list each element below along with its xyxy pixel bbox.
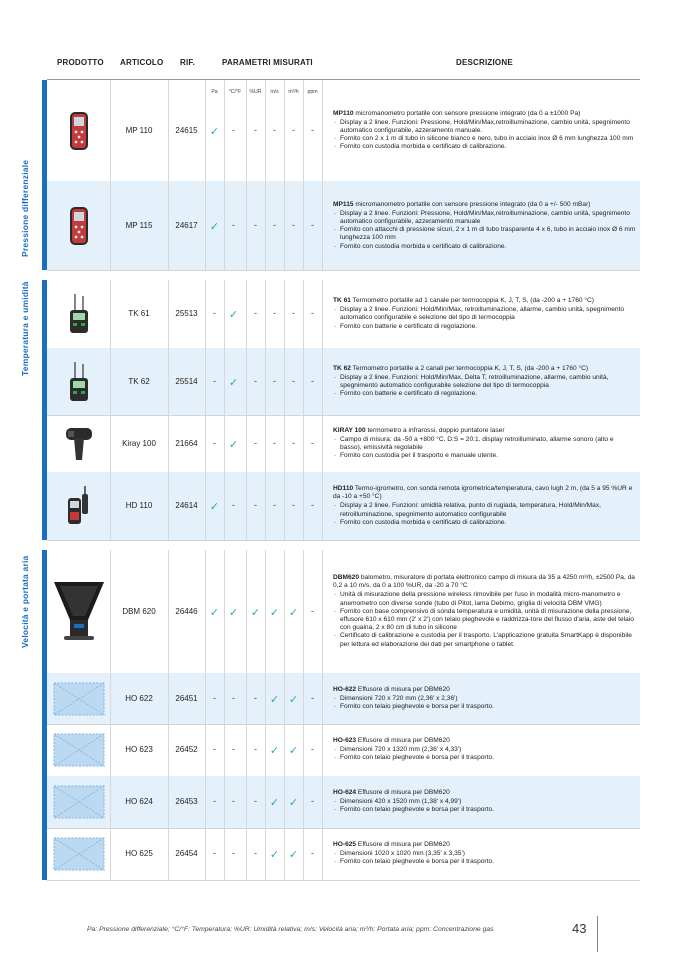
dash-mark: -: [213, 308, 216, 318]
rif-cell: 21664: [175, 438, 198, 448]
description-title-text: Effusore di misura per DBM620: [356, 841, 450, 848]
bullet-item: · Fornito con telaio pieghevole e borsa per il trasporto.: [333, 858, 636, 866]
bullet-list: [333, 210, 636, 251]
description-title-text: Termometro portatile ad 1 canale per termocoppia K, J, T, S, (da -200 a + 1760 °C): [350, 297, 594, 304]
description-cell: [333, 427, 636, 461]
product-code: HO-624: [333, 789, 357, 796]
table-row: [47, 348, 640, 416]
hood-frame-icon: [47, 828, 110, 880]
dash-mark: -: [232, 500, 235, 510]
dash-mark: -: [292, 437, 295, 448]
bullet-item: · Fornito con base comprensivo di sonda temperatura e umidità, unità di misurazione della pressione, effusore 610 x 610 mm (2' x 2') con telaio pieghevole e raddrizza-tore del flusso d'aria, aste del telaio con guaina, 2 x 80 cm di tubo in silicone: [333, 608, 636, 633]
section-label-pressione: [20, 80, 36, 270]
dash-mark: -: [292, 124, 295, 135]
description-title: [333, 201, 636, 209]
product-code: HO-623: [333, 737, 357, 744]
bullet-item: · Fornito con attacchi di pressione sicuri, 2 x 1 m di tubo trasparente 4 x 6, tubo in acciaio inox Ø 6 mm lunghezza 100 mm: [333, 226, 636, 242]
product-code: DBM620: [333, 574, 360, 581]
articolo-cell: DBM 620: [122, 606, 156, 616]
rif-cell: 24615: [175, 125, 198, 135]
column-divider: [322, 415, 323, 472]
bullet-item: · Display a 2 linee. Funzioni: Hold/Min/Max, retroilluminazione, allarme, cambio unità, spegnimento automatico configurabile e selezione del tipo di termocoppia: [333, 306, 636, 322]
bullet-item: · Unità di misurazione della pressione wireless rimovibile per l'uso in modalità micro-manometro e anemometro con diverse sonde (tubo di Pitot, lama Debimo, griglia di velocità DBM VMG): [333, 591, 636, 607]
product-code: HO-625: [333, 841, 357, 848]
bullet-list: [333, 695, 636, 711]
description-cell: [333, 201, 636, 251]
table-row: [47, 550, 640, 674]
table-row: [47, 828, 640, 881]
dash-mark: -: [232, 219, 235, 230]
param-header-ms: m/s: [270, 89, 279, 95]
bullet-item: · Dimensioni 720 x 720 mm (2,36' x 2,36'): [333, 695, 636, 703]
bullet-item: · Display a 2 linee. Funzioni: umidità relativa, punto di rugiada, temperatura, Hold/Min/Max, retroilluminazione, spegnimento automatico configurabile: [333, 502, 636, 518]
manometer-icon: [47, 80, 110, 181]
column-divider: [322, 776, 323, 828]
bullet-item: · Display a 2 linee. Funzioni: Pressione, Hold/Min/Max,retroilluminazione, cambio unità, spegnimento automatico configurabile, azzeramento manuale: [333, 210, 636, 226]
articolo-cell: HO 622: [125, 693, 153, 703]
dash-mark: -: [213, 375, 216, 386]
rif-cell: 25513: [175, 309, 198, 318]
bullet-item: · Fornito con telaio pieghevole e borsa per il trasporto.: [333, 806, 636, 814]
infrared-thermometer-icon: [47, 415, 110, 472]
dash-mark: -: [254, 500, 257, 510]
dash-mark: -: [254, 848, 257, 858]
dash-mark: -: [232, 124, 235, 135]
bullet-item: · Fornito con telaio pieghevole e borsa per il trasporto.: [333, 754, 636, 762]
section-label-text: Pressione differenziale: [20, 159, 30, 257]
description-cell: [333, 297, 636, 331]
column-divider: [322, 80, 323, 181]
product-code: TK 61: [333, 297, 351, 304]
description-title: [333, 841, 636, 849]
bullet-item: · Dimensioni 720 x 1320 mm (2,36' x 4,33'): [333, 746, 636, 754]
dash-mark: -: [273, 219, 276, 230]
bullet-item: · Dimensioni 1020 x 1020 mm (3,35' x 3,35'): [333, 850, 636, 858]
dash-mark: -: [292, 500, 295, 510]
dash-mark: -: [292, 375, 295, 386]
dash-mark: -: [232, 744, 235, 754]
description-cell: [333, 841, 636, 867]
table-row: [47, 80, 640, 182]
hygrometer-icon: [47, 472, 110, 540]
page-number-rule: [597, 916, 598, 952]
rif-cell: 26451: [175, 693, 198, 703]
rif-cell: 24617: [175, 220, 198, 230]
header-articolo: ARTICOLO: [120, 58, 164, 67]
column-divider: [322, 828, 323, 880]
check-icon: ✓: [288, 745, 299, 757]
header-prodotto: PRODOTTO: [57, 58, 104, 67]
bullet-list: [333, 798, 636, 814]
description-cell: [333, 485, 636, 527]
description-cell: [333, 574, 636, 649]
dash-mark: -: [213, 437, 216, 448]
description-title: [333, 427, 636, 435]
rif-cell: 26454: [175, 849, 198, 858]
dash-mark: -: [311, 796, 314, 806]
rif-cell: 26452: [175, 745, 198, 754]
param-header-temp: °C/°F: [228, 89, 242, 95]
hood-frame-icon: [47, 673, 110, 724]
description-cell: [333, 365, 636, 399]
bullet-item: · Fornito con custodia morbida e certificato di calibrazione.: [333, 243, 636, 251]
hood-frame-icon: [47, 724, 110, 776]
dash-mark: -: [254, 437, 257, 448]
table-row: [47, 472, 640, 541]
check-icon: ✓: [250, 606, 261, 619]
param-header-ppm: ppm: [307, 89, 318, 95]
dash-mark: -: [273, 500, 276, 510]
check-icon: ✓: [269, 797, 280, 809]
description-cell: [333, 789, 636, 815]
description-title-text: Effusore di misura per DBM620: [356, 789, 450, 796]
product-code: HO-622: [333, 685, 357, 693]
dash-mark: -: [311, 308, 314, 318]
param-header-pa: Pa: [211, 89, 218, 95]
dash-mark: -: [311, 605, 314, 616]
product-code: TK 62: [333, 364, 351, 372]
description-title: [333, 297, 636, 305]
dash-mark: -: [232, 692, 235, 703]
articolo-cell: MP 110: [125, 125, 153, 135]
bullet-list: [333, 306, 636, 331]
bullet-list: [333, 374, 636, 399]
dash-mark: -: [292, 219, 295, 230]
check-icon: ✓: [209, 220, 220, 233]
dash-mark: -: [213, 796, 216, 806]
dash-mark: -: [254, 219, 257, 230]
dash-mark: -: [311, 744, 314, 754]
bullet-item: · Display a 2 linee. Funzioni: Pressione, Hold/Min/Max,retroilluminazione, cambio unità, spegnimento automatico configurabile, azzeramento manuale.: [333, 119, 636, 135]
product-code: HD110: [333, 485, 354, 492]
description-title-text: micromanometro portatile con sensore pressione integrato (da 0 a ±1000 Pa): [353, 109, 581, 117]
dash-mark: -: [311, 692, 314, 703]
bullet-list: [333, 591, 636, 648]
check-icon: ✓: [228, 309, 239, 321]
dash-mark: -: [311, 437, 314, 448]
dash-mark: -: [254, 124, 257, 135]
table-row: [47, 776, 640, 829]
description-title-text: micromanometro portatile con sensore pressione integrato (da 0 a +/- 500 mBar): [353, 200, 591, 208]
page-number: 43: [572, 921, 587, 936]
bullet-list: [333, 502, 636, 527]
dash-mark: -: [232, 848, 235, 858]
check-icon: ✓: [269, 849, 280, 861]
column-divider: [322, 280, 323, 348]
articolo-cell: HO 625: [125, 849, 153, 858]
description-title: [333, 485, 636, 501]
check-icon: ✓: [209, 125, 220, 138]
table-row: [47, 181, 640, 271]
dash-mark: -: [254, 744, 257, 754]
bullet-list: [333, 746, 636, 762]
description-cell: [333, 686, 636, 712]
rif-cell: 25514: [175, 376, 198, 386]
header-descrizione: DESCRIZIONE: [456, 58, 513, 67]
thermometer-icon: [47, 280, 110, 348]
dash-mark: -: [254, 375, 257, 386]
column-divider: [322, 181, 323, 270]
bullet-item: · Campo di misura: da -50 a +800 °C. D:S = 20:1. display retroilluminato, allarme sonoro (alto e basso), emissività regolabile: [333, 436, 636, 452]
dash-mark: -: [254, 692, 257, 703]
table-row: [47, 724, 640, 777]
hood-frame-icon: [47, 776, 110, 828]
dash-mark: -: [213, 848, 216, 858]
articolo-cell: TK 61: [128, 309, 150, 318]
column-divider: [322, 472, 323, 540]
check-icon: ✓: [269, 745, 280, 757]
dash-mark: -: [254, 308, 257, 318]
check-icon: ✓: [269, 693, 280, 706]
articolo-cell: HD 110: [125, 501, 153, 510]
product-code: MP115: [333, 200, 354, 208]
header-rif: RIF.: [180, 58, 196, 67]
description-title-text: termometro a infrarossi, doppio puntatore laser: [365, 426, 505, 434]
dash-mark: -: [311, 375, 314, 386]
description-title: [333, 686, 636, 694]
description-title: [333, 110, 636, 118]
column-divider: [322, 550, 323, 673]
bullet-list: [333, 436, 636, 461]
product-code: KIRAY 100: [333, 426, 366, 434]
dash-mark: -: [273, 308, 276, 318]
section-label-text: Velocità e portata aria: [20, 555, 30, 648]
bullet-item: · Fornito con custodia morbida e certificato di calibrazione.: [333, 519, 636, 527]
bullet-item: · Fornito con custodia per il trasporto e manuale utente.: [333, 452, 636, 460]
description-title-text: Effusore di misura per DBM620: [356, 737, 450, 744]
bullet-item: · Fornito con batterie e certificato di regolazione.: [333, 390, 636, 398]
bullet-item: · Fornito con telaio pieghevole e borsa per il trasporto.: [333, 703, 636, 711]
param-header-ur: %UR: [249, 89, 262, 95]
bullet-item: · Fornito con 2 x 1 m di tubo in silicone bianco e nero, tubo in acciaio inox Ø 6 mm lunghezza 100 mm: [333, 135, 636, 143]
dash-mark: -: [311, 124, 314, 135]
check-icon: ✓: [269, 606, 280, 619]
description-title-text: Termometro portatile a 2 canali per termocoppia K, J, T, S, (da -200 a + 1760 °C): [350, 364, 589, 372]
dash-mark: -: [292, 308, 295, 318]
bullet-item: · Fornito con custodia morbida e certificato di calibrazione.: [333, 143, 636, 151]
description-cell: [333, 737, 636, 763]
dash-mark: -: [273, 437, 276, 448]
description-cell: [333, 110, 636, 152]
check-icon: ✓: [288, 606, 299, 619]
section-label-text: Temperatura e umidità: [20, 281, 30, 376]
column-divider: [322, 724, 323, 776]
rif-cell: 26453: [175, 797, 198, 806]
check-icon: ✓: [209, 501, 220, 513]
dash-mark: -: [273, 375, 276, 386]
articolo-cell: HO 623: [125, 745, 153, 754]
articolo-cell: Kiray 100: [122, 438, 156, 448]
check-icon: ✓: [228, 606, 239, 619]
column-divider: [322, 348, 323, 415]
bullet-item: · Fornito con batterie e certificato di regolazione.: [333, 323, 636, 331]
table-row: [47, 280, 640, 349]
description-title-text: Effusore di misura per DBM620: [356, 685, 450, 693]
section-label-temperatura: [20, 280, 36, 540]
rif-cell: 24614: [175, 501, 198, 510]
dash-mark: -: [311, 219, 314, 230]
rif-cell: 26446: [175, 606, 198, 616]
articolo-cell: HO 624: [125, 797, 153, 806]
check-icon: ✓: [288, 693, 299, 706]
dash-mark: -: [232, 796, 235, 806]
product-code: MP110: [333, 109, 354, 117]
balometer-hood-icon: [47, 550, 110, 673]
description-title-text: Termo-igrometro, con sonda remota igrometrica/temperatura, cavo lugh 2 m, (da 5 a 95 %UR e da -10 a +50 °C): [333, 485, 633, 501]
dash-mark: -: [213, 692, 216, 703]
table-row: [47, 415, 640, 473]
description-title: [333, 365, 636, 373]
description-title-text: balometro, misuratore di portata elettronico campo di misura da 35 a 4250 m³/h, ±2500 Pa, da 0,2 a 10 m/s, da 0 a 100 %UR, da -20 a 70 °C: [333, 574, 635, 590]
check-icon: ✓: [288, 849, 299, 861]
articolo-cell: MP 115: [125, 220, 153, 230]
check-icon: ✓: [288, 797, 299, 809]
dash-mark: -: [273, 124, 276, 135]
bullet-item: · Certificato di calibrazione e custodia per il trasporto. L'applicazione gratuita SmartKapp è disponibile per lettura ed elaborazione dei dati per smartphone o tablet.: [333, 632, 636, 648]
param-header-m3h: m³/h: [288, 89, 299, 95]
bullet-list: [333, 119, 636, 152]
section-label-velocita: [20, 550, 36, 880]
dash-mark: -: [213, 744, 216, 754]
bullet-item: · Dimensioni 420 x 1520 mm (1,38' x 4,99'): [333, 798, 636, 806]
description-title: [333, 737, 636, 745]
dash-mark: -: [311, 848, 314, 858]
bullet-item: · Display a 2 linee. Funzioni: Hold/Min/Max, Delta T, retroilluminazione, allarme, cambio unità, spegnimento automatico configurabile selezione del tipo di termocoppia: [333, 374, 636, 390]
description-title: [333, 789, 636, 797]
footer-legend: Pa: Pressione differenziale; °C/°F: Temperatura; %UR: Umidità relativa; m/s: Velocità aria; m³/h: Portata aria; ppm: Concentrazione gas: [87, 926, 494, 933]
check-icon: ✓: [209, 606, 220, 619]
table-row: [47, 673, 640, 725]
column-divider: [322, 673, 323, 724]
manometer-icon: [47, 181, 110, 270]
header-parametri: PARAMETRI MISURATI: [222, 58, 313, 67]
description-title: [333, 574, 636, 590]
dash-mark: -: [311, 500, 314, 510]
articolo-cell: TK 62: [128, 376, 150, 386]
check-icon: ✓: [228, 438, 239, 451]
check-icon: ✓: [228, 376, 239, 389]
dash-mark: -: [254, 796, 257, 806]
thermometer-icon: [47, 348, 110, 415]
bullet-list: [333, 850, 636, 866]
